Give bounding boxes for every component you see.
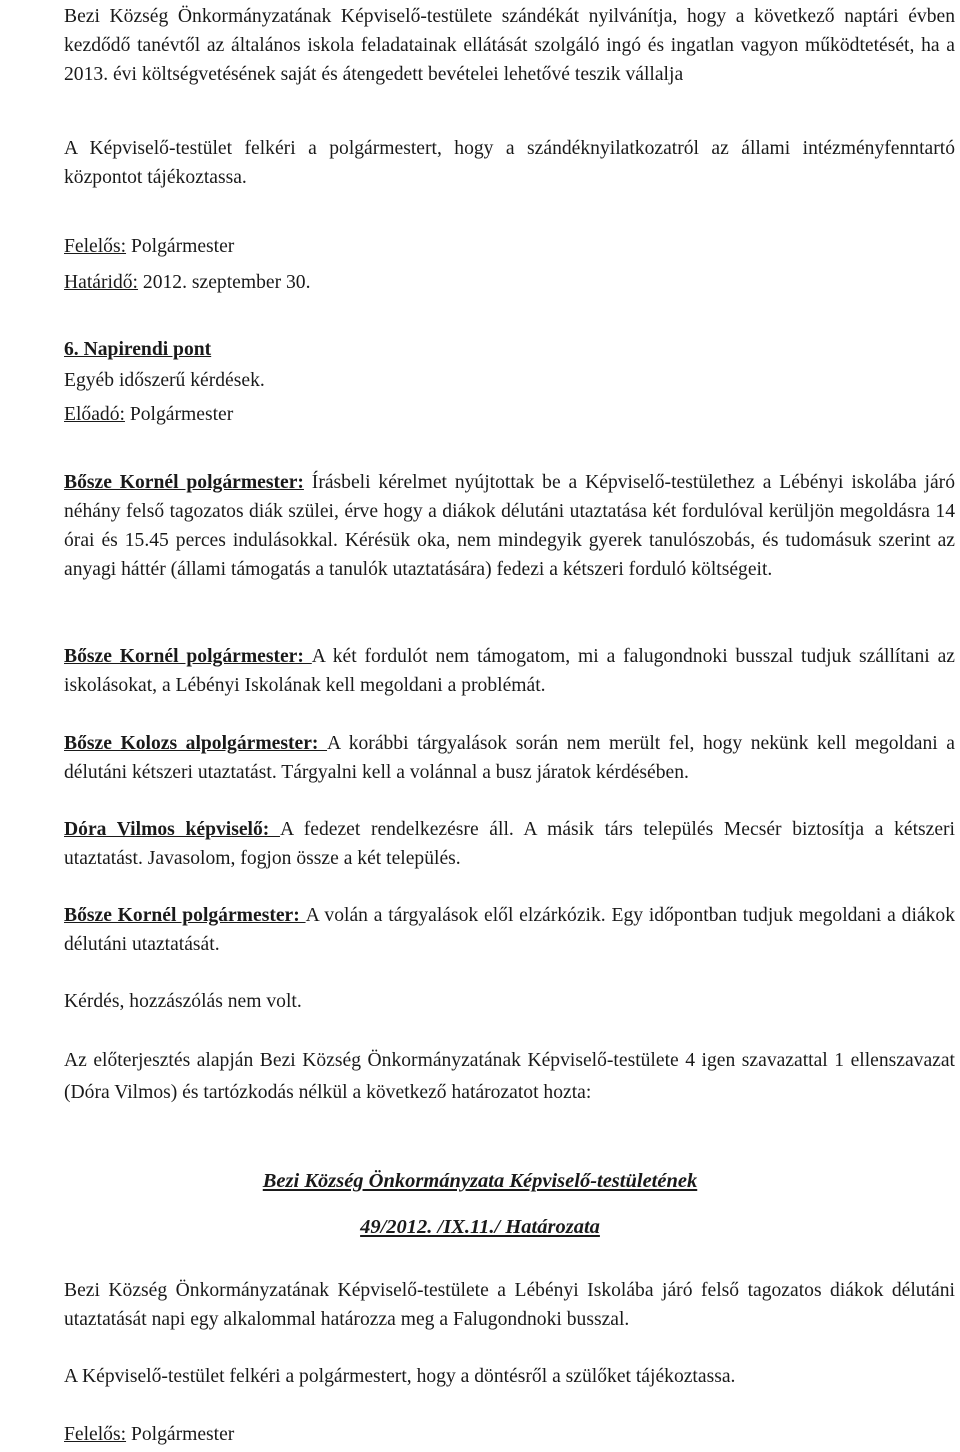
agenda-subject: Egyéb időszerű kérdések. <box>64 370 265 391</box>
responsible-label: Felelős: <box>64 236 127 257</box>
resolution-paragraph <box>64 1276 955 1334</box>
intro-request-paragraph <box>64 134 955 192</box>
discussion-entry <box>64 642 955 700</box>
resolution-number: 49/2012. /IX.11./ Határozata <box>360 1216 600 1238</box>
responsible-label: Felelős: <box>64 1424 127 1445</box>
responsible-value: Polgármester <box>126 1424 235 1445</box>
discussion-entry <box>64 815 955 873</box>
agenda-presenter <box>64 400 233 429</box>
speaker-text: A korábbi tárgyalások során nem merült fel, hogy nekünk kell megoldani a délutáni kétszeri utaztatást. Tárgyalni kell a volánnal a busz járatok kérdésében. <box>64 733 955 783</box>
speaker-text: Írásbeli kérelmet nyújtottak be a Képviselő-testülethez a Lébényi iskolába járó néhány felső tagozatos diák szülei, érve hogy a diákok délutáni utaztatása két fordulóval kerüljön megoldásra 14 órai és 15.45 perces indulásokkal. Kérésük oka, nem mindegyik gyerek tanulószobás, és tudomásuk szerint az anyagi háttér (állami támogatás a tanulók utaztatására) fedezi a kétszeri forduló költségeit. <box>64 472 956 580</box>
presenter-value: Polgármester <box>124 404 234 425</box>
agenda-heading: 6. Napirendi pont <box>64 339 212 360</box>
discussion-entry <box>64 729 955 787</box>
deadline-value: 2012. szeptember 30. <box>138 272 311 293</box>
discussion-entry <box>64 901 955 959</box>
speaker-name: Bősze Kornél polgármester: <box>64 472 304 493</box>
resolution-title: Bezi Község Önkormányzata Képviselő-testületének <box>262 1170 698 1192</box>
responsible-value: Polgármester <box>126 236 235 257</box>
intro-responsible <box>64 232 234 261</box>
speaker-name: Bősze Kornél polgármester: <box>64 905 306 926</box>
vote-text: Az előterjesztés alapján Bezi Község Önkormányzatának Képviselő-testülete 4 igen szavazattal 1 ellenszavazat (Dóra Vilmos) és tartózkodás nélkül a következő határozatot hozta: <box>64 1050 955 1103</box>
speaker-text: A volán a tárgyalások elől elzárkózik. Egy időpontban tudjuk megoldani a diákok délutáni utaztatását. <box>64 905 955 955</box>
intro-deadline <box>64 268 311 297</box>
intro-request-text: A Képviselő-testület felkéri a polgármestert, hogy a szándéknyilatkozatról az állami intézményfenntartó központot tájékoztassa. <box>64 138 955 188</box>
speaker-name: Bősze Kornél polgármester: <box>64 646 312 667</box>
intro-paragraph <box>64 2 955 89</box>
speaker-text: A két fordulót nem támogatom, mi a falugondnoki busszal tudjuk szállítani az iskolásokat, a Lébényi Iskolának kell megoldani a problémát. <box>64 646 955 696</box>
resolution-text: Bezi Község Önkormányzatának Képviselő-testülete a Lébényi Iskolába járó felső tagozatos diákok délutáni utaztatását napi egy alkalommal határozza meg a Falugondnoki busszal. <box>64 1280 955 1330</box>
speaker-name: Bősze Kolozs alpolgármester: <box>64 733 328 754</box>
resolution-responsible <box>64 1420 234 1449</box>
vote-paragraph <box>64 1045 955 1109</box>
intro-text: Bezi Község Önkormányzatának Képviselő-testülete szándékát nyilvánítja, hogy a következő naptári évben kezdődő tanévtől az általános iskola feladatainak ellátását szolgáló ingó és ingatlan vagyon működtetését, ha a 2013. évi költségvetésének saját és átengedett bevételei lehetővé teszik vállalja <box>64 6 955 85</box>
resolution-request: A Képviselő-testület felkéri a polgármestert, hogy a döntésről a szülőket tájékoztassa. <box>64 1366 736 1387</box>
no-questions-note: Kérdés, hozzászólás nem volt. <box>64 991 302 1012</box>
deadline-label: Határidő: <box>64 272 138 293</box>
discussion-entry <box>64 468 955 584</box>
speaker-text: A fedezet rendelkezésre áll. A másik társ település Mecsér biztosítja a kétszeri utaztatást. Javasolom, fogjon össze a két település. <box>64 819 956 869</box>
presenter-label: Előadó: <box>64 404 125 425</box>
speaker-name: Dóra Vilmos képviselő: <box>64 819 280 840</box>
